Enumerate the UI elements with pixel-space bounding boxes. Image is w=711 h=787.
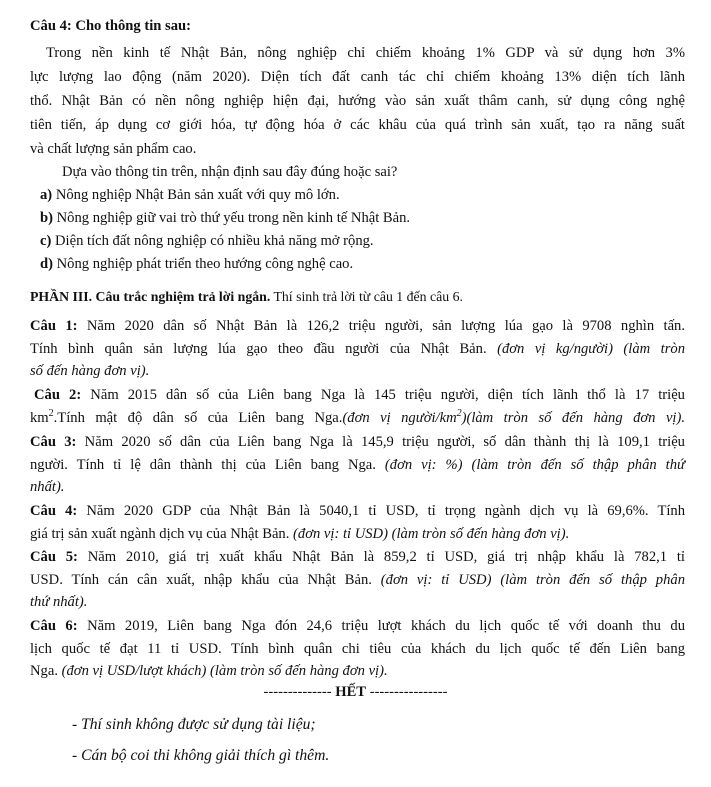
- question-5-line: USD. Tính cán cân xuất, nhập khẩu của Nhật Bản. (đơn vị: tỉ USD) (làm tròn đến số thập phân: [30, 572, 685, 588]
- question-3-line: người. Tính tỉ lệ dân thành thị của Liên bang Nga. (đơn vị: %) (làm tròn đến số thập phân thứ: [30, 457, 685, 473]
- note-line: - Thí sinh không được sử dụng tài liệu;: [72, 716, 316, 733]
- note-line: - Cán bộ coi thi không giải thích gì thêm.: [72, 747, 330, 764]
- q4-prompt: Dựa vào thông tin trên, nhận định sau đây đúng hoặc sai?: [62, 164, 398, 180]
- question-2-line: Câu 2: Năm 2015 dân số của Liên bang Nga là 145 triệu người, diện tích lãnh thổ là 17 triệu: [34, 387, 685, 403]
- q4-heading: Câu 4: Cho thông tin sau:: [30, 18, 191, 34]
- question-5-line: Câu 5: Năm 2010, giá trị xuất khẩu Nhật Bản là 859,2 tỉ USD, giá trị nhập khẩu là 782,1 tỉ: [30, 549, 685, 565]
- q4-option-b: b) Nông nghiệp giữ vai trò thứ yếu trong nền kinh tế Nhật Bản.: [40, 210, 411, 226]
- q4-para-line: tiên tiến, áp dụng cơ giới hóa, tự động hóa ở các khâu của quá trình sản xuất, tạo ra năng suất: [30, 117, 685, 133]
- question-6-line: Nga. (đơn vị USD/lượt khách) (làm tròn số đến hàng đơn vị).: [30, 663, 388, 679]
- question-6-line: Câu 6: Năm 2019, Liên bang Nga đón 24,6 triệu lượt khách du lịch quốc tế với doanh thu du: [30, 618, 685, 634]
- q4-para-line: và chất lượng sản phẩm cao.: [30, 141, 197, 157]
- question-1-line: Câu 1: Năm 2020 dân số Nhật Bản là 126,2 triệu người, sản lượng lúa gạo là 9708 nghìn tấn.: [30, 318, 685, 334]
- q4-para-line: thổ. Nhật Bản có nền nông nghiệp hiện đại, hướng vào sản xuất thâm canh, sử dụng công nghệ: [30, 93, 685, 109]
- question-3-line: nhất).: [30, 479, 65, 495]
- q4-para-line: Trong nền kinh tế Nhật Bản, nông nghiệp chỉ chiếm khoảng 1% GDP và sử dụng hơn 3%: [46, 45, 685, 61]
- question-6-line: lịch quốc tế đạt 11 tỉ USD. Tính bình quân chi tiêu của khách du lịch quốc tế đến Liên bang: [30, 641, 685, 657]
- question-4-line: giá trị sản xuất ngành dịch vụ của Nhật Bản. (đơn vị: tỉ USD) (làm tròn số đến hàng đơn vị).: [30, 526, 570, 542]
- q4-para-line: lực lượng lao động (năm 2020). Diện tích đất canh tác chỉ chiếm khoảng 13% diện tích lãnh: [30, 69, 685, 85]
- q4-option-d: d) Nông nghiệp phát triển theo hướng công nghệ cao.: [40, 256, 354, 272]
- question-3-line: Câu 3: Năm 2020 số dân của Liên bang Nga là 145,9 triệu người, số dân thành thị là 109,1 triệu: [30, 434, 685, 450]
- part3-heading: PHẦN III. Câu trắc nghiệm trả lời ngắn. Thí sinh trả lời từ câu 1 đến câu 6.: [30, 289, 463, 304]
- question-1-line: số đến hàng đơn vị).: [30, 363, 150, 379]
- question-5-line: thứ nhất).: [30, 594, 88, 610]
- question-2-line: $km^2.Tính$ mật độ dân số của Liên bang Nga.(đơn vị người/$km^2)(làm$ tròn số đến hàng đơn vị).: [30, 408, 685, 426]
- q4-option-c: c) Diện tích đất nông nghiệp có nhiều khả năng mở rộng.: [40, 233, 374, 249]
- end-marker: -------------- HẾT ----------------: [263, 684, 448, 700]
- question-1-line: Tính bình quân sản lượng lúa gạo theo đầu người của Nhật Bản. (đơn vị kg/người) (làm tròn: [30, 341, 685, 357]
- q4-option-a: a) Nông nghiệp Nhật Bản sản xuất với quy mô lớn.: [40, 187, 340, 203]
- question-4-line: Câu 4: Năm 2020 GDP của Nhật Bản là 5040,1 tỉ USD, tỉ trọng ngành dịch vụ là 69,6%. Tính: [30, 503, 686, 519]
